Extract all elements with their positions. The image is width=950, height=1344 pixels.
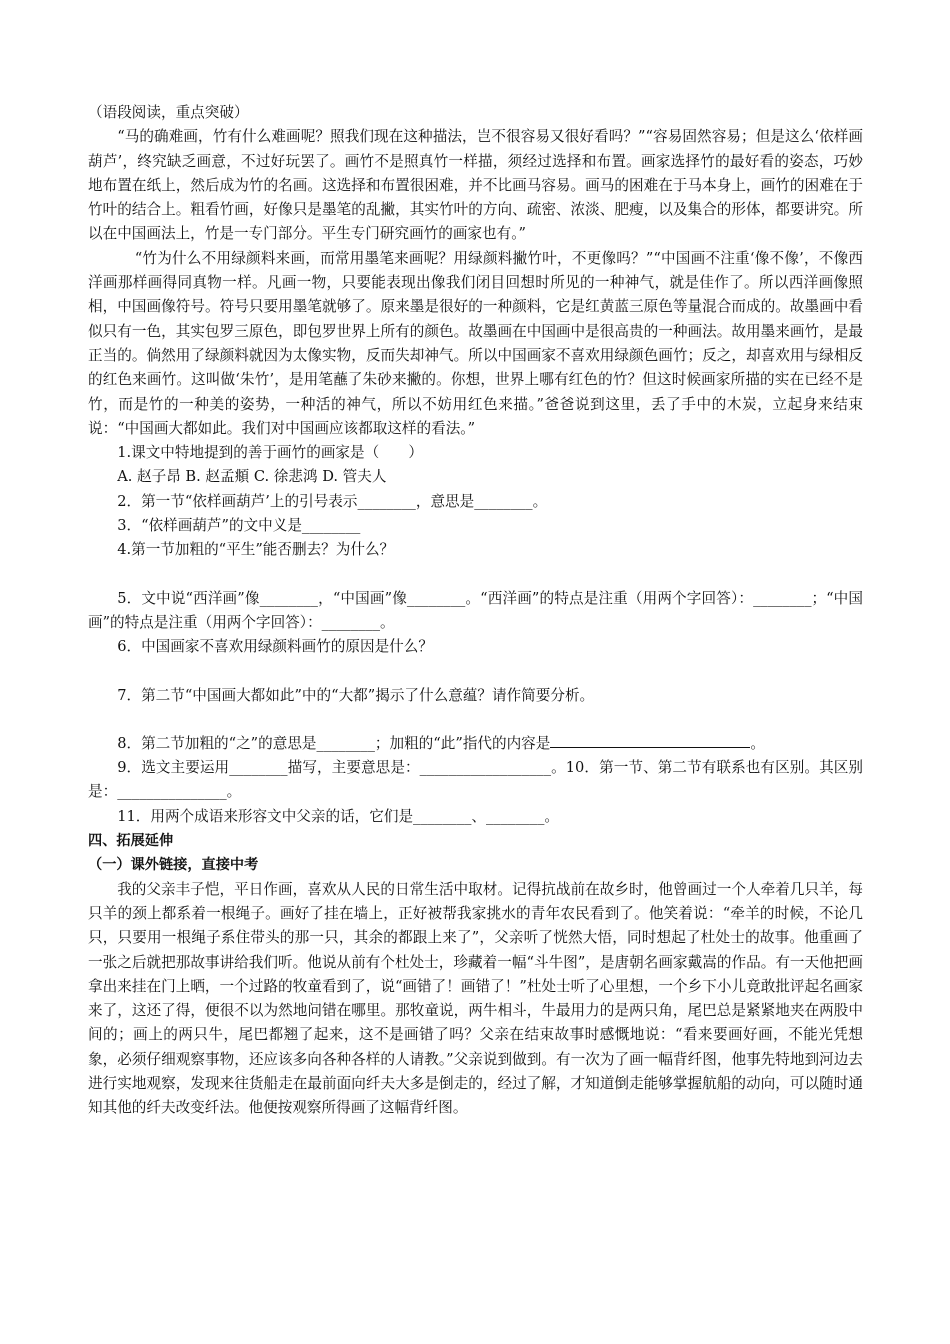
question-1: 1.课文中特地提到的善于画竹的画家是（ ） (117, 444, 423, 462)
question-8-end: 。 (750, 734, 765, 752)
section-4-title: 四、拓展延伸 (88, 833, 174, 850)
question-2: 2．第一节“依样画葫芦’上的引号表示________，意思是________。 (117, 492, 548, 510)
question-1-options: A. 赵子昂 B. 赵孟頫 C. 徐悲鸿 D. 管夫人 (117, 468, 387, 486)
section-intro-label: （语段阅读，重点突破） (88, 104, 249, 121)
answer-underline (550, 732, 750, 748)
document-content (88, 101, 863, 1121)
section-4-subtitle: （一）课外链接，直接中考 (88, 857, 259, 874)
answer-space (88, 708, 863, 732)
question-11: 11．用两个成语来形容文中父亲的话，它们是________、________。 (117, 807, 559, 825)
passage-paragraph-2: “竹为什么不用绿颜料来画，而常用墨笔来画呢？用绿颜料撇竹叶，不更像吗？”“中国画不注重‘像不像’，不像西洋画那样画得同真物一样。凡画一物，只要能表现出像我们闭目回想时所见的一种神气，就是佳作了。所以西洋画像照相，中国画像符号。符号只要用墨笔就够了。原来墨是很好的一种颜料，它是红黄蓝三原色等量混合而成的。故墨画中看似只有一色，其实包罗三原色，即包罗世界上所有的颜色。故墨画在中国画中是很高贵的一种画法。故用墨来画竹，是最正当的。倘然用了绿颜料就因为太像实物，反而失却神气。所以中国画家不喜欢用绿颜色画竹；反之，却喜欢用与绿相反的红色来画竹。这叫做‘朱竹’，是用笔蘸了朱砂来撇的。你想，世界上哪有红色的竹？但这时候画家所描的实在已经不是竹，而是竹的一种美的姿势，一种活的神气，所以不妨用红色来描。”爸爸说到这里，丢了手中的木炭，立起身来结束说：“中国画大都如此。我们对中国画应该都取这样的看法。” (88, 249, 863, 437)
question-8 (88, 732, 863, 756)
question-3: 3．“依样画葫芦”的文中义是________ (117, 517, 361, 535)
question-4: 4.第一节加粗的“平生”能否删去？为什么？ (117, 541, 395, 559)
answer-space (88, 563, 863, 587)
question-8-text: 8．第二节加粗的“之”的意思是________；加粗的“此”指代的内容是 (117, 734, 551, 752)
question-5: 5．文中说“西洋画”像________，“中国画”像________。“西洋画”的特点是注重（用两个字回答）：________；“中国画”的特点是注重（用两个字回答）：________。 (88, 589, 863, 631)
answer-space (88, 660, 863, 684)
question-7: 7．第二节“中国画大都如此”中的“大都”揭示了什么意蕴？请作简要分析。 (117, 686, 595, 704)
question-9-10: 9．选文主要运用________描写，主要意思是：__________________。10．第一节、第二节有联系也有区别。其区别是：_______________。 (88, 759, 863, 801)
question-6: 6．中国画家不喜欢用绿颜料画竹的原因是什么？ (117, 638, 433, 656)
passage-paragraph-1: “马的确难画，竹有什么难画呢？照我们现在这种描法，岂不很容易又很好看吗？”“容易固然容易；但是这么‘依样画葫芦’，终究缺乏画意，不过好玩罢了。画竹不是照真竹一样描，须经过选择和布置。画家选择竹的最好看的姿态，巧妙地布置在纸上，然后成为竹的名画。这选择和布置很困难，并不比画马容易。画马的困难在于马本身上，画竹的困难在于竹叶的结合上。粗看竹画，好像只是墨笔的乱撇，其实竹叶的方向、疏密、浓淡、肥瘦，以及集合的形体，都要讲究。所以在中国画法上，竹是一专门部分。平生专门研究画竹的画家也有。” (88, 128, 863, 243)
extension-passage: 我的父亲丰子恺，平日作画，喜欢从人民的日常生活中取材。记得抗战前在故乡时，他曾画过一个人牵着几只羊，每只羊的颈上都系着一根绳子。画好了挂在墙上，正好被帮我家挑水的青年农民看到了。他笑着说：“牵羊的时候，不论几只，只要用一根绳子系住带头的那一只，其余的都跟上来了”，父亲听了恍然大悟，同时想起了杜处士的故事。他重画了一张之后就把那故事讲给我们听。他说从前有个杜处士，珍藏着一幅“斗牛图”，是唐朝名画家戴嵩的作品。有一天他把画拿出来挂在门上晒，一个过路的牧童看到了，说“画错了！画错了！”杜处士听了心里想，一个乡下小儿竟敢批评起名画家来了，这还了得，便很不以为然地问错在哪里。那牧童说，两牛相斗，牛最用力的是两只角，尾巴总是紧紧地夹在两股中间的；画上的两只牛，尾巴都翘了起来，这不是画错了吗？父亲在结束故事时感慨地说：“看来要画好画，不能光凭想象，必须仔细观察事物，还应该多向各种各样的人请教。”父亲说到做到。有一次为了画一幅背纤图，他事先特地到河边去进行实地观察，发现来往货船走在最前面向纤夫大多是倒走的，经过了解，才知道倒走能够掌握航船的动向，可以随时通知其他的纤夫改变纤法。他便按观察所得画了这幅背纤图。 (88, 880, 863, 1117)
